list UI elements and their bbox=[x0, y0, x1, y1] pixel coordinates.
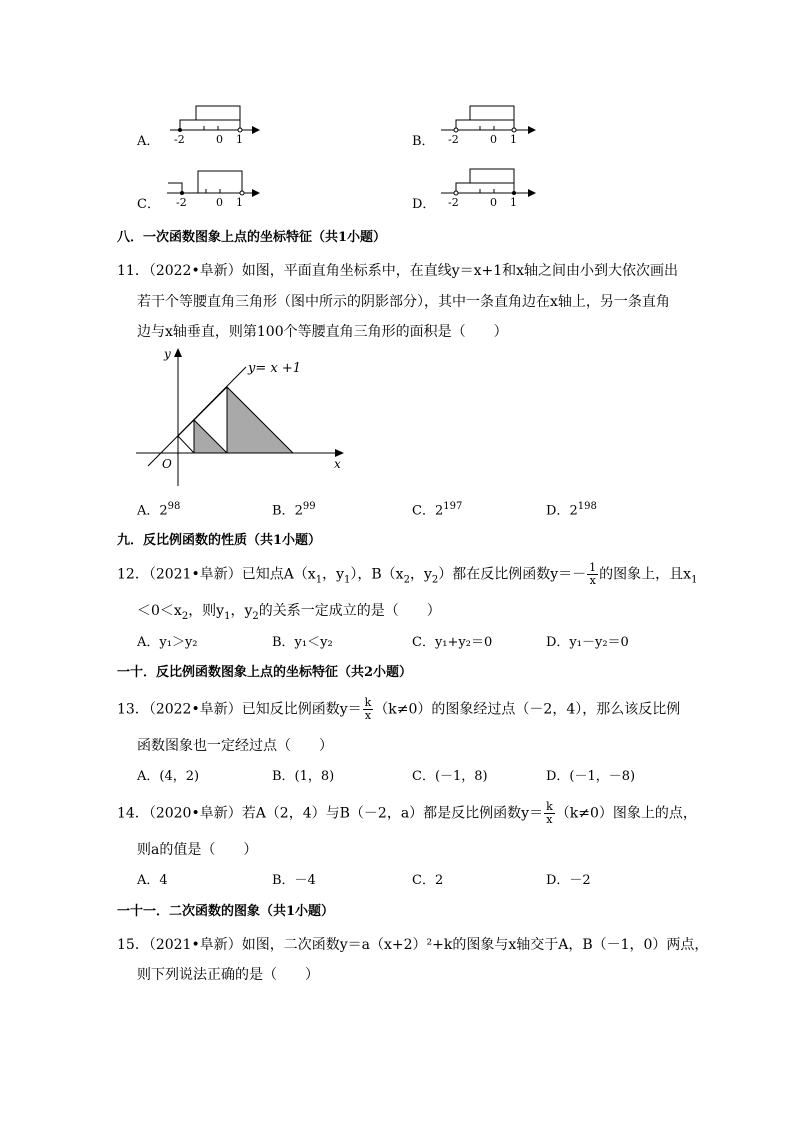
option-c[interactable]: C．2 bbox=[412, 873, 444, 888]
option-c[interactable]: C．$2^{197}$ bbox=[412, 501, 463, 519]
question-13-text: 函数图象也一定经过点（ ） bbox=[137, 738, 333, 754]
option-b[interactable]: B．$2^{99}$ bbox=[272, 501, 316, 519]
tick-label: -2 bbox=[176, 196, 187, 209]
line-label: y= x +1 bbox=[248, 361, 301, 376]
question-11-graph bbox=[130, 340, 360, 490]
question-13-text: 13．（2022•阜新）已知反比例函数y＝ $\frac{k}{x}$ （k≠0）的图象经过点（－2，4），那么该反比例 bbox=[117, 696, 681, 722]
fraction: $\frac{k}{x}$ bbox=[546, 800, 553, 826]
tick-label: 0 bbox=[490, 133, 497, 146]
option-b[interactable]: B．y₁＜y₂ bbox=[272, 635, 333, 650]
option-d[interactable]: D．$2^{198}$ bbox=[546, 501, 597, 519]
option-d[interactable]: D．(－1，－8) bbox=[546, 769, 636, 784]
section-heading: 一十．反比例函数图象上点的坐标特征（共2小题） bbox=[117, 665, 413, 680]
option-d[interactable]: D．－2 bbox=[546, 873, 591, 888]
tick-label: 1 bbox=[510, 133, 517, 146]
section-heading: 一十一．二次函数的图象（共1小题） bbox=[117, 904, 335, 919]
question-11-text: 边与x轴垂直，则第100个等腰直角三角形的面积是（ ） bbox=[137, 324, 508, 340]
numberline-c bbox=[162, 163, 272, 213]
option-d-label[interactable]: D． bbox=[412, 197, 436, 212]
question-12-text: 12．（2021•阜新）已知点$A(x_1$，$y_1$），$B(x_2$，$y_2$）都在反比例函数y＝－ $\frac{1}{x}$ 的图象上，且$x_1$ bbox=[117, 561, 698, 587]
option-a[interactable]: A．4 bbox=[137, 873, 168, 888]
question-14-text: 则a的值是（ ） bbox=[137, 842, 258, 858]
question-11-text: 若干个等腰直角三角形（图中所示的阴影部分），其中一条直角边在x轴上，另一条直角 bbox=[137, 294, 670, 310]
tick-label: 0 bbox=[216, 196, 223, 209]
numberline-a bbox=[160, 100, 270, 150]
numberline-b bbox=[436, 100, 546, 150]
option-b[interactable]: B．(1，8) bbox=[272, 769, 335, 784]
tick-label: -2 bbox=[174, 133, 185, 146]
numberline-d bbox=[436, 163, 546, 213]
option-b[interactable]: B．－4 bbox=[272, 873, 316, 888]
option-a[interactable]: A．$2^{98}$ bbox=[137, 501, 181, 519]
section-heading: 九．反比例函数的性质（共1小题） bbox=[117, 533, 322, 548]
x-axis-label: x bbox=[334, 457, 341, 471]
tick-label: 0 bbox=[216, 133, 223, 146]
question-11-text: 11．（2022•阜新）如图，平面直角坐标系中，在直线y＝x+1和x轴之间由小到大依次画出 bbox=[117, 263, 679, 279]
question-15-text: 则下列说法正确的是（ ） bbox=[137, 967, 319, 983]
section-heading: 八．一次函数图象上点的坐标特征（共1小题） bbox=[117, 230, 387, 245]
option-a[interactable]: A．(4，2) bbox=[137, 769, 200, 784]
tick-label: 0 bbox=[490, 196, 497, 209]
origin-label: O bbox=[162, 457, 172, 471]
tick-label: 1 bbox=[236, 133, 243, 146]
option-c-label[interactable]: C． bbox=[137, 197, 160, 212]
tick-label: 1 bbox=[236, 196, 243, 209]
option-d[interactable]: D．y₁－y₂＝0 bbox=[546, 635, 629, 650]
question-12-text: $<0<x_2$，则$y_1$，$y_2$的关系一定成立的是（ ） bbox=[137, 603, 441, 622]
option-c[interactable]: C．y₁+y₂＝0 bbox=[412, 635, 493, 650]
question-15-text: 15．（2021•阜新）如图，二次函数y＝a（x+2）²+k的图象与x轴交于A，B（－1，0）两点， bbox=[117, 937, 709, 953]
fraction: $\frac{1}{x}$ bbox=[589, 561, 597, 587]
option-c[interactable]: C．(－1，8) bbox=[412, 769, 488, 784]
tick-label: -2 bbox=[448, 133, 459, 146]
question-14-text: 14．（2020•阜新）若A（2，4）与B（－2，a）都是反比例函数y＝ $\frac{k}{x}$ （k≠0）图象上的点， bbox=[117, 800, 697, 826]
tick-label: 1 bbox=[510, 196, 517, 209]
fraction: $\frac{k}{x}$ bbox=[364, 696, 372, 722]
option-b-label[interactable]: B． bbox=[412, 134, 435, 149]
option-a-label[interactable]: A． bbox=[137, 134, 160, 149]
tick-label: -2 bbox=[448, 196, 459, 209]
option-a[interactable]: A．y₁＞y₂ bbox=[137, 635, 198, 650]
y-axis-label: y bbox=[164, 347, 171, 361]
